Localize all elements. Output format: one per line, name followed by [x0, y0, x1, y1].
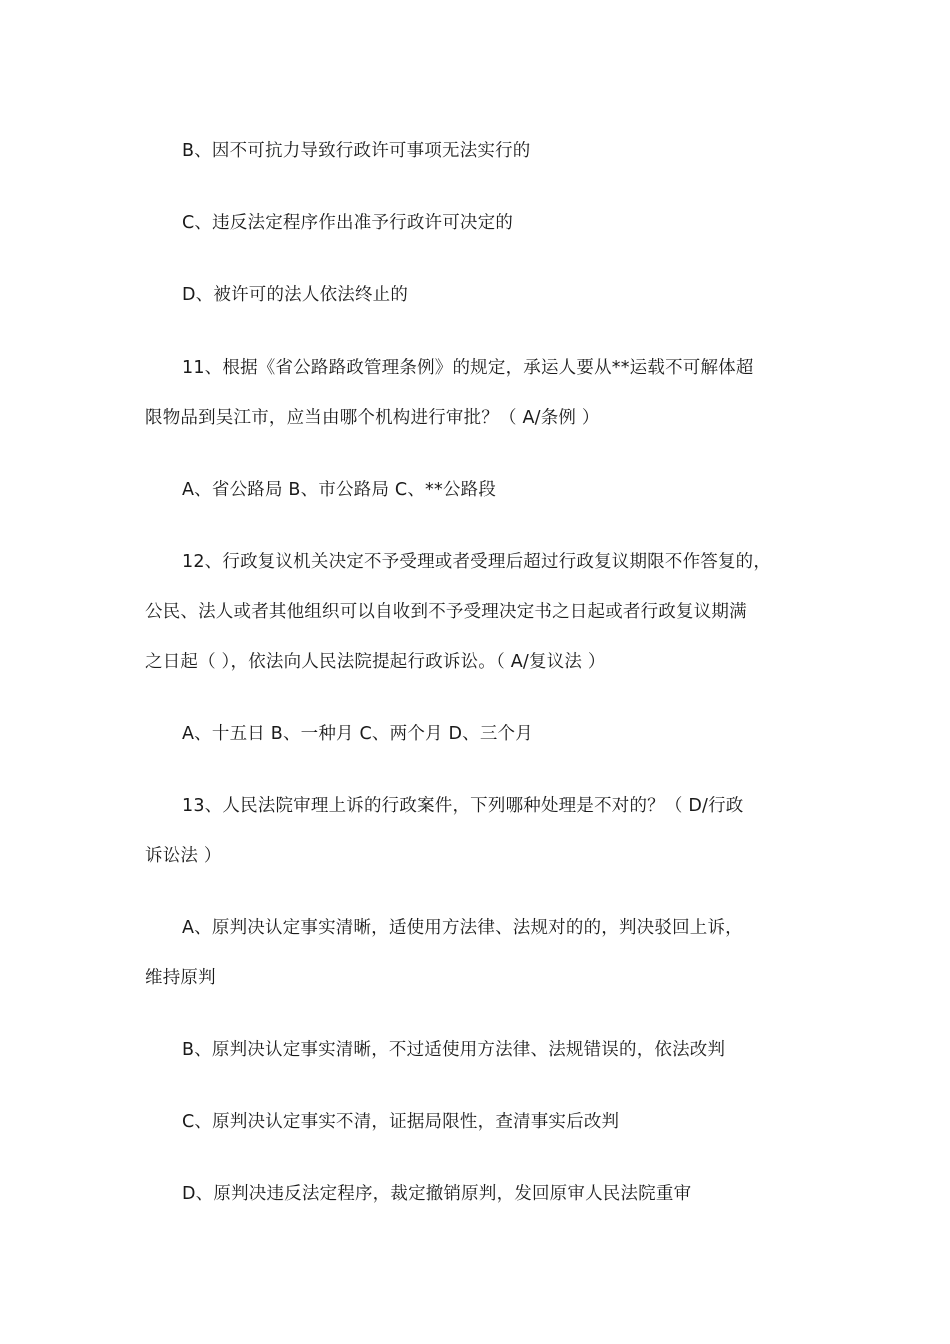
option-line: B、原判决认定事实清晰，不过适使用方法律、法规错误的，依法改判: [182, 1040, 726, 1060]
option-line: C、违反法定程序作出准予行政许可决定的: [182, 213, 514, 233]
option-line: A、省公路局 B、市公路局 C、**公路段: [182, 480, 497, 500]
question-line: 公民、法人或者其他组织可以自收到不予受理决定书之日起或者行政复议期满: [145, 602, 747, 622]
option-line: A、原判决认定事实清晰，适使用方法律、法规对的的，判决驳回上诉，: [182, 918, 743, 938]
option-line: 维持原判: [145, 968, 216, 988]
question-line: 11、根据《省公路路政管理条例》的规定，承运人要从**运载不可解体超: [182, 358, 754, 378]
option-line: D、原判决违反法定程序，裁定撤销原判，发回原审人民法院重审: [182, 1184, 692, 1204]
question-line: 12、行政复议机关决定不予受理或者受理后超过行政复议期限不作答复的，: [182, 552, 772, 572]
option-line: D、被许可的法人依法终止的: [182, 285, 409, 305]
question-line: 13、人民法院审理上诉的行政案件，下列哪种处理是不对的？（ D/行政: [182, 796, 744, 816]
option-line: B、因不可抗力导致行政许可事项无法实行的: [182, 141, 531, 161]
question-line: 之日起（ ），依法向人民法院提起行政诉讼。（ A/复议法 ）: [145, 652, 606, 672]
option-line: A、十五日 B、一种月 C、两个月 D、三个月: [182, 724, 533, 744]
question-line: 诉讼法 ）: [145, 846, 222, 866]
question-line: 限物品到吴江市，应当由哪个机构进行审批？（ A/条例 ）: [145, 408, 600, 428]
option-line: C、原判决认定事实不清，证据局限性，查清事实后改判: [182, 1112, 620, 1132]
